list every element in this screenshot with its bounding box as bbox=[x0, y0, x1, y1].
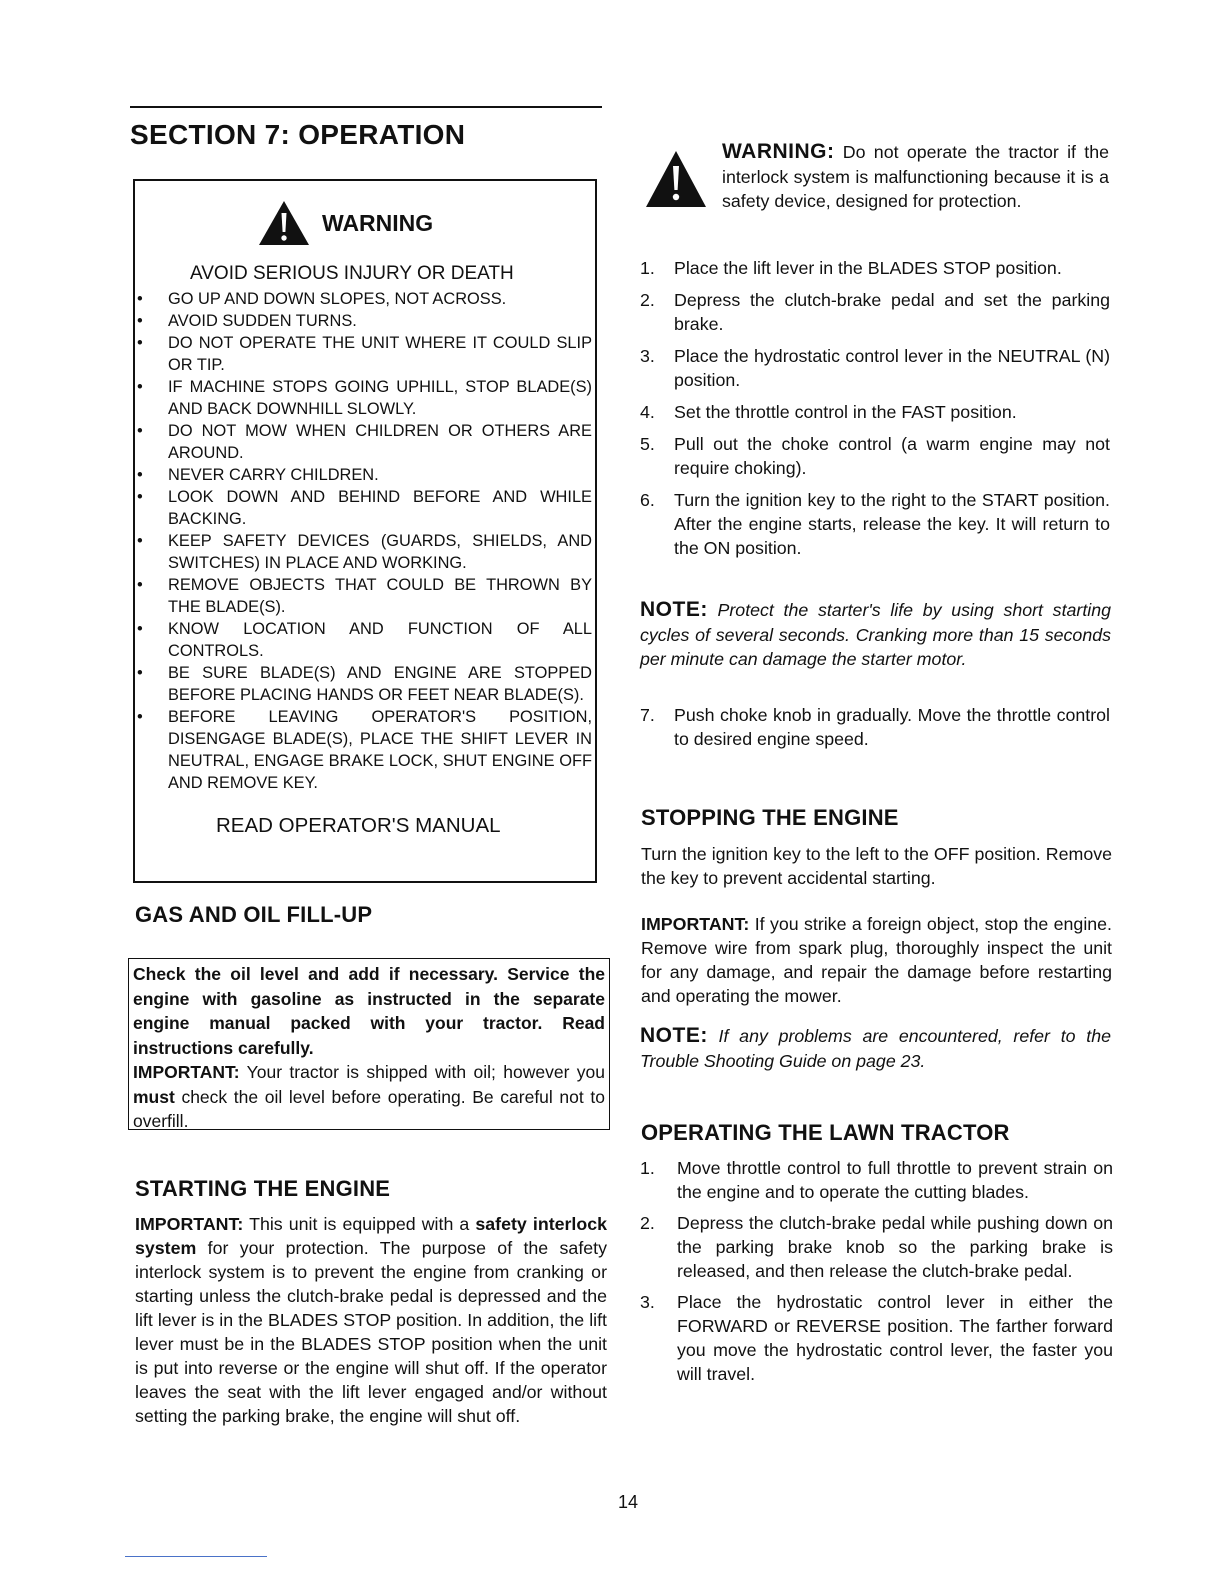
important-label: IMPORTANT: bbox=[133, 1062, 240, 1082]
oil-check-bold: Check the oil level and add if necessary. Service the engine with gasoline as instructed in the separate engine manual packed with your tractor. Read instructions carefully. bbox=[133, 964, 605, 1058]
list-item bbox=[640, 488, 1110, 560]
list-item bbox=[640, 400, 1110, 424]
list-item bbox=[640, 1290, 1113, 1386]
important-text: If you strike a foreign object, stop the engine. Remove wire from spark plug, thoroughly inspect the unit for any damage, and repair the damage before restarting and operating the mower. bbox=[641, 914, 1112, 1006]
important-label: IMPORTANT: bbox=[641, 914, 750, 934]
list-item: • GO UP AND DOWN SLOPES, NOT ACROSS. bbox=[136, 288, 592, 310]
step-text: Place the hydrostatic control lever in the NEUTRAL (N) position. bbox=[674, 346, 1110, 390]
warning-box-header bbox=[258, 200, 433, 246]
important-text: Your tractor is shipped with oil; however you bbox=[239, 1062, 605, 1082]
troubleshooting-note bbox=[640, 1024, 1111, 1073]
starting-steps-list bbox=[640, 256, 1110, 568]
warning-triangle-icon bbox=[258, 200, 310, 246]
list-item: • AVOID SUDDEN TURNS. bbox=[136, 310, 592, 332]
list-item bbox=[640, 1211, 1113, 1283]
paragraph-text: This unit is equipped with a bbox=[243, 1214, 476, 1234]
starter-note bbox=[640, 598, 1111, 672]
oil-check-text bbox=[133, 962, 605, 1134]
step-text: Pull out the choke control (a warm engine may not require choking). bbox=[674, 434, 1110, 478]
note-label: NOTE: bbox=[640, 598, 708, 621]
step-number: 2. bbox=[640, 290, 655, 310]
important-label: IMPORTANT: bbox=[135, 1214, 244, 1234]
important-text: check the oil level before operating. Be careful not to overfill. bbox=[133, 1086, 605, 1131]
must-emphasis: must bbox=[133, 1086, 175, 1107]
top-rule bbox=[130, 106, 602, 108]
list-item bbox=[640, 256, 1110, 280]
step-text: Move throttle control to full throttle to prevent strain on the engine and to operate the cutting blades. bbox=[677, 1158, 1113, 1202]
step-number: 1. bbox=[640, 258, 655, 278]
read-manual-text: READ OPERATOR'S MANUAL bbox=[216, 814, 501, 837]
stopping-engine-text: Turn the ignition key to the left to the OFF position. Remove the key to prevent accidental starting. bbox=[641, 844, 1112, 888]
page-number: 14 bbox=[618, 1492, 639, 1512]
list-item: • BEFORE LEAVING OPERATOR'S POSITION, DISENGAGE BLADE(S), PLACE THE SHIFT LEVER IN NEUTRAL, ENGAGE BRAKE LOCK, SHUT ENGINE OFF AND REMOVE KEY. bbox=[136, 706, 592, 794]
safety-interlock-emphasis: safety interlock system bbox=[135, 1214, 608, 1258]
gas-oil-heading: GAS AND OIL FILL-UP bbox=[135, 902, 373, 927]
warning-box-heading: WARNING bbox=[322, 209, 434, 236]
step-text: Depress the clutch-brake pedal and set the parking brake. bbox=[674, 290, 1110, 334]
step-number: 2. bbox=[640, 1213, 655, 1233]
list-item bbox=[640, 432, 1110, 480]
starting-engine-heading: STARTING THE ENGINE bbox=[135, 1176, 391, 1201]
list-item: • REMOVE OBJECTS THAT COULD BE THROWN BY THE BLADE(S). bbox=[136, 574, 592, 618]
step-number: 4. bbox=[640, 402, 655, 422]
step-number: 7. bbox=[640, 705, 655, 725]
step-number: 1. bbox=[640, 1158, 655, 1178]
step-number: 3. bbox=[640, 346, 655, 366]
step-text: Set the throttle control in the FAST position. bbox=[674, 402, 1017, 422]
section-title: SECTION 7: OPERATION bbox=[130, 119, 466, 150]
step-text: Turn the ignition key to the right to the START position. After the engine starts, release the key. It will return to the ON position. bbox=[674, 490, 1110, 558]
warning-avoid-text: AVOID SERIOUS INJURY OR DEATH bbox=[190, 263, 514, 284]
step-number: 5. bbox=[640, 434, 655, 454]
operating-steps-list bbox=[640, 1156, 1113, 1393]
list-item bbox=[640, 288, 1110, 336]
list-item bbox=[640, 703, 1110, 751]
interlock-warning bbox=[722, 140, 1109, 214]
operating-tractor-heading: OPERATING THE LAWN TRACTOR bbox=[641, 1120, 1010, 1145]
step-text: Push choke knob in gradually. Move the throttle control to desired engine speed. bbox=[674, 705, 1110, 749]
step-number: 3. bbox=[640, 1292, 655, 1312]
starting-step-7 bbox=[640, 703, 1110, 751]
list-item: • IF MACHINE STOPS GOING UPHILL, STOP BLADE(S) AND BACK DOWNHILL SLOWLY. bbox=[136, 376, 592, 420]
note-text: Protect the starter's life by using short starting cycles of several seconds. Cranking more than 15 seconds per minute can damage the starter motor. bbox=[640, 600, 1111, 669]
step-text: Depress the clutch-brake pedal while pushing down on the parking brake knob so the parking brake is released, and then release the clutch-brake pedal. bbox=[677, 1213, 1113, 1281]
note-text: If any problems are encountered, refer to the Trouble Shooting Guide on page 23. bbox=[640, 1026, 1111, 1071]
warning-triangle-icon bbox=[645, 150, 707, 208]
bottom-rule bbox=[125, 1556, 267, 1557]
warning-label: WARNING: bbox=[722, 140, 835, 163]
stopping-engine-heading: STOPPING THE ENGINE bbox=[641, 805, 899, 830]
foreign-object-important bbox=[641, 912, 1112, 1008]
step-number: 6. bbox=[640, 490, 655, 510]
warning-text: Do not operate the tractor if the interlock system is malfunctioning because it is a safety device, designed for protection. bbox=[722, 142, 1109, 211]
step-text: Place the hydrostatic control lever in either the FORWARD or REVERSE position. The farther forward you move the hydrostatic control lever, the faster you will travel. bbox=[677, 1292, 1113, 1384]
note-label: NOTE: bbox=[640, 1024, 708, 1047]
list-item: • BE SURE BLADE(S) AND ENGINE ARE STOPPED BEFORE PLACING HANDS OR FEET NEAR BLADE(S). bbox=[136, 662, 592, 706]
list-item bbox=[640, 1156, 1113, 1204]
warning-bullet-list bbox=[136, 288, 592, 794]
list-item: • DO NOT OPERATE THE UNIT WHERE IT COULD SLIP OR TIP. bbox=[136, 332, 592, 376]
list-item: • NEVER CARRY CHILDREN. bbox=[136, 464, 592, 486]
paragraph-text: for your protection. The purpose of the safety interlock system is to prevent the engine from cranking or starting unless the clutch-brake pedal is depressed and the lift lever is in the BLADES STOP position. In addition, the lift lever must be in the BLADES STOP position when the unit is put into reverse or the engine will shut off. If the operator leaves the seat with the lift lever engaged and/or without setting the parking brake, the engine will shut off. bbox=[135, 1238, 607, 1426]
list-item: • KEEP SAFETY DEVICES (GUARDS, SHIELDS, AND SWITCHES) IN PLACE AND WORKING. bbox=[136, 530, 592, 574]
starting-engine-paragraph bbox=[135, 1212, 607, 1428]
list-item bbox=[640, 344, 1110, 392]
step-text: Place the lift lever in the BLADES STOP position. bbox=[674, 258, 1062, 278]
list-item: • LOOK DOWN AND BEHIND BEFORE AND WHILE BACKING. bbox=[136, 486, 592, 530]
list-item: • DO NOT MOW WHEN CHILDREN OR OTHERS ARE AROUND. bbox=[136, 420, 592, 464]
list-item: • KNOW LOCATION AND FUNCTION OF ALL CONTROLS. bbox=[136, 618, 592, 662]
